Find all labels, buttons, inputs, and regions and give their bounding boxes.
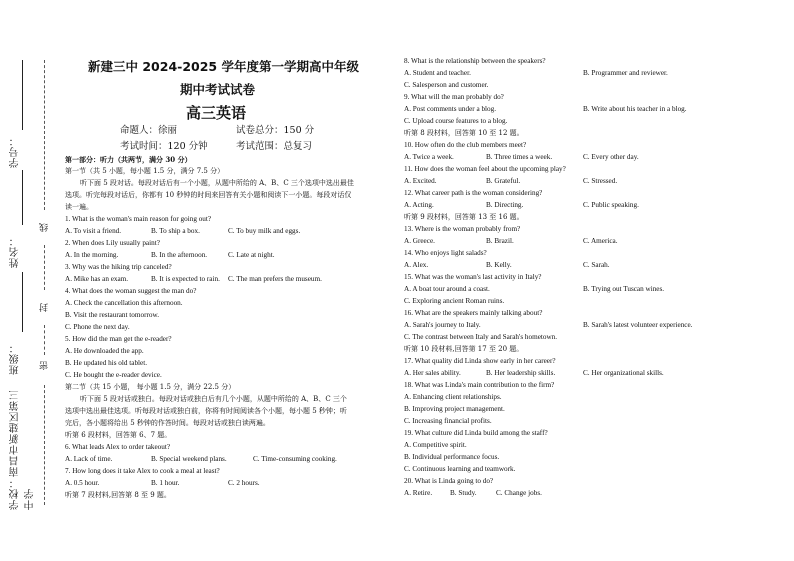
question: 13. Where is the woman probably from?	[404, 225, 521, 233]
question: 1. What is the woman's main reason for going out?	[65, 215, 212, 223]
question: 18. What was Linda's main contribution to the firm?	[404, 381, 555, 389]
option: B. Trying out Tuscan wines.	[583, 285, 665, 293]
option: A. Enhancing client relationships.	[404, 393, 502, 401]
option: C. Salesperson and customer.	[404, 81, 489, 89]
exam-title-line2: 期中考试试卷	[180, 82, 256, 97]
option: A. Student and teacher.	[404, 69, 471, 77]
option: C. Increasing financial profits.	[404, 417, 492, 425]
option: A. 0.5 hour.	[65, 479, 100, 487]
option: C. Stressed.	[583, 177, 618, 185]
school-field-label: 学校：南昌市新建区第三中学	[10, 389, 36, 510]
option: A. Excited.	[404, 177, 437, 185]
option: A. In the morning.	[65, 251, 119, 259]
option: C. Phone the next day.	[65, 323, 130, 331]
question: 17. What quality did Linda show early in her career?	[404, 357, 556, 365]
option: B. Brazil.	[486, 237, 514, 245]
seal-mark-secret: 密	[40, 360, 50, 370]
option: B. Improving project management.	[404, 405, 505, 413]
option: C. Every other day.	[583, 153, 639, 161]
question: 11. How does the woman feel about the upcoming play?	[404, 165, 566, 173]
option: C. The contrast between Italy and Sarah's hometown.	[404, 333, 558, 341]
option: B. Visit the restaurant tomorrow.	[65, 311, 159, 319]
class-field-label: 班级：	[10, 342, 21, 375]
option: A. Alex.	[404, 261, 429, 269]
exam-duration: 考试时间：120 分钟	[120, 141, 208, 152]
exam-scope: 考试范围：总复习	[236, 141, 313, 152]
option: C. Change jobs.	[496, 489, 542, 497]
option: C. Upload course features to a blog.	[404, 117, 508, 125]
question: 7. How long does it take Alex to cook a meal at least?	[65, 467, 220, 475]
student-no-field-label: 学号：	[10, 135, 21, 168]
option: B. Sarah's latest volunteer experience.	[583, 321, 693, 329]
listening-prompt: 听第 10 段材料,回答第 17 至 20 题。	[404, 345, 524, 353]
question: 3. Why was the hiking trip canceled?	[65, 263, 172, 271]
section1-instructions: 选项。听完每段对话后，你都有 10 秒钟的时间来回答有关小题和阅读下一小题。每段对话仅	[65, 191, 352, 199]
seal-dashed-line	[44, 60, 45, 210]
option: A. Acting.	[404, 201, 434, 209]
option: A. Sarah's journey to Italy.	[404, 321, 481, 329]
question: 4. What does the woman suggest the man do?	[65, 287, 197, 295]
option: B. Directing.	[486, 201, 524, 209]
option: B. In the afternoon.	[151, 251, 208, 259]
option: C. Sarah.	[583, 261, 610, 269]
class-blank	[22, 272, 23, 332]
section2-heading: 第二节（共 15 小题， 每小题 1.5 分，满分 22.5 分）	[65, 383, 236, 391]
option: A. Greece.	[404, 237, 435, 245]
listening-prompt: 听第 9 段材料，回答第 13 至 16 题。	[404, 213, 524, 221]
option: A. To visit a friend.	[65, 227, 122, 235]
seal-mark-line: 线	[40, 222, 50, 232]
question: 19. What culture did Linda build among the staff?	[404, 429, 548, 437]
option: B. To ship a box.	[151, 227, 200, 235]
section2-instructions: 完后，各小题将给出 5 秒钟的作答时间。每段对话或独白读两遍。	[65, 419, 270, 427]
option: A. Competitive spirit.	[404, 441, 467, 449]
seal-dashed-line	[44, 385, 45, 505]
question: 2. When does Lily usually paint?	[65, 239, 160, 247]
option: C. 2 hours.	[228, 479, 260, 487]
option: B. Programmer and reviewer.	[583, 69, 668, 77]
question: 14. Who enjoys light salads?	[404, 249, 487, 257]
name-field-label: 姓名：	[10, 235, 21, 268]
option: A. Lack of time.	[65, 455, 113, 463]
option: B. He updated his old tablet.	[65, 359, 148, 367]
name-blank	[22, 170, 23, 225]
part1-heading: 第一部分：听力（共两节，满分 30 分）	[65, 155, 192, 164]
listening-prompt: 听第 7 段材料,回答第 8 至 9 题。	[65, 491, 171, 499]
section1-instructions: 听下面 5 段对话。每段对话后有一个小题，从题中所给的 A、B、C 三个选项中选出最佳	[80, 179, 354, 187]
option: C. Time-consuming cooking.	[253, 455, 337, 463]
seal-dashed-line	[44, 245, 45, 290]
question: 6. What leads Alex to order takeout?	[65, 443, 171, 451]
question: 12. What career path is the woman considering?	[404, 189, 543, 197]
option: B. It is expected to rain.	[151, 275, 220, 283]
question: 9. What will the man probably do?	[404, 93, 504, 101]
option: A. Check the cancellation this afternoon.	[65, 299, 183, 307]
question: 10. How often do the club members meet?	[404, 141, 527, 149]
option: B. Write about his teacher in a blog.	[583, 105, 687, 113]
question: 20. What is Linda going to do?	[404, 477, 494, 485]
option: A. Her sales ability.	[404, 369, 461, 377]
section1-instructions: 读一遍。	[65, 203, 93, 211]
option: C. Her organizational skills.	[583, 369, 664, 377]
option: B. 1 hour.	[151, 479, 180, 487]
exam-title: 新建三中 2024-2025 学年度第一学期高中年级	[88, 59, 359, 74]
option: B. Three times a week.	[486, 153, 553, 161]
option: A. Twice a week.	[404, 153, 454, 161]
section2-instructions: 听下面 5 段对话或独白。每段对话或独白后有几个小题，从题中所给的 A、B、C 三个	[80, 395, 347, 403]
student-no-blank	[22, 60, 23, 130]
question: 8. What is the relationship between the speakers?	[404, 57, 546, 65]
listening-prompt: 听第 8 段材料，回答第 10 至 12 题。	[404, 129, 524, 137]
question: 5. How did the man get the e-reader?	[65, 335, 172, 343]
option: C. America.	[583, 237, 618, 245]
subject-title: 高三英语	[186, 104, 247, 122]
seal-mark-seal: 封	[40, 302, 50, 312]
total-score: 试卷总分：150 分	[236, 125, 315, 136]
option: B. Special weekend plans.	[151, 455, 227, 463]
option: B. Study.	[450, 489, 477, 497]
section1-heading: 第一节（共 5 小题，每小题 1.5 分，满分 7.5 分）	[65, 167, 225, 175]
option: A. He downloaded the app.	[65, 347, 144, 355]
option: A. A boat tour around a coast.	[404, 285, 490, 293]
option: A. Post comments under a blog.	[404, 105, 497, 113]
seal-dashed-line	[44, 325, 45, 355]
option: C. The man prefers the museum.	[228, 275, 322, 283]
question: 15. What was the woman's last activity in Italy?	[404, 273, 542, 281]
option: C. Late at night.	[228, 251, 275, 259]
option: B. Her leadership skills.	[486, 369, 556, 377]
option: B. Individual performance focus.	[404, 453, 500, 461]
listening-prompt: 听第 6 段材料，回答第 6、7 题。	[65, 431, 172, 439]
question: 16. What are the speakers mainly talking about?	[404, 309, 543, 317]
option: A. Mike has an exam.	[65, 275, 129, 283]
option: C. Continuous learning and teamwork.	[404, 465, 516, 473]
option: C. Public speaking.	[583, 201, 639, 209]
option: C. He bought the e-reader device.	[65, 371, 162, 379]
section2-instructions: 选项中选出最佳选项。听每段对话或独白前，你将有时间阅读各个小题，每小题 5 秒钟；听	[65, 407, 347, 415]
option: B. Grateful.	[486, 177, 521, 185]
exam-setter: 命题人：徐丽	[120, 125, 178, 136]
option: B. Kelly.	[486, 261, 512, 269]
option: C. Exploring ancient Roman ruins.	[404, 297, 505, 305]
option: C. To buy milk and eggs.	[228, 227, 301, 235]
option: A. Retire.	[404, 489, 433, 497]
